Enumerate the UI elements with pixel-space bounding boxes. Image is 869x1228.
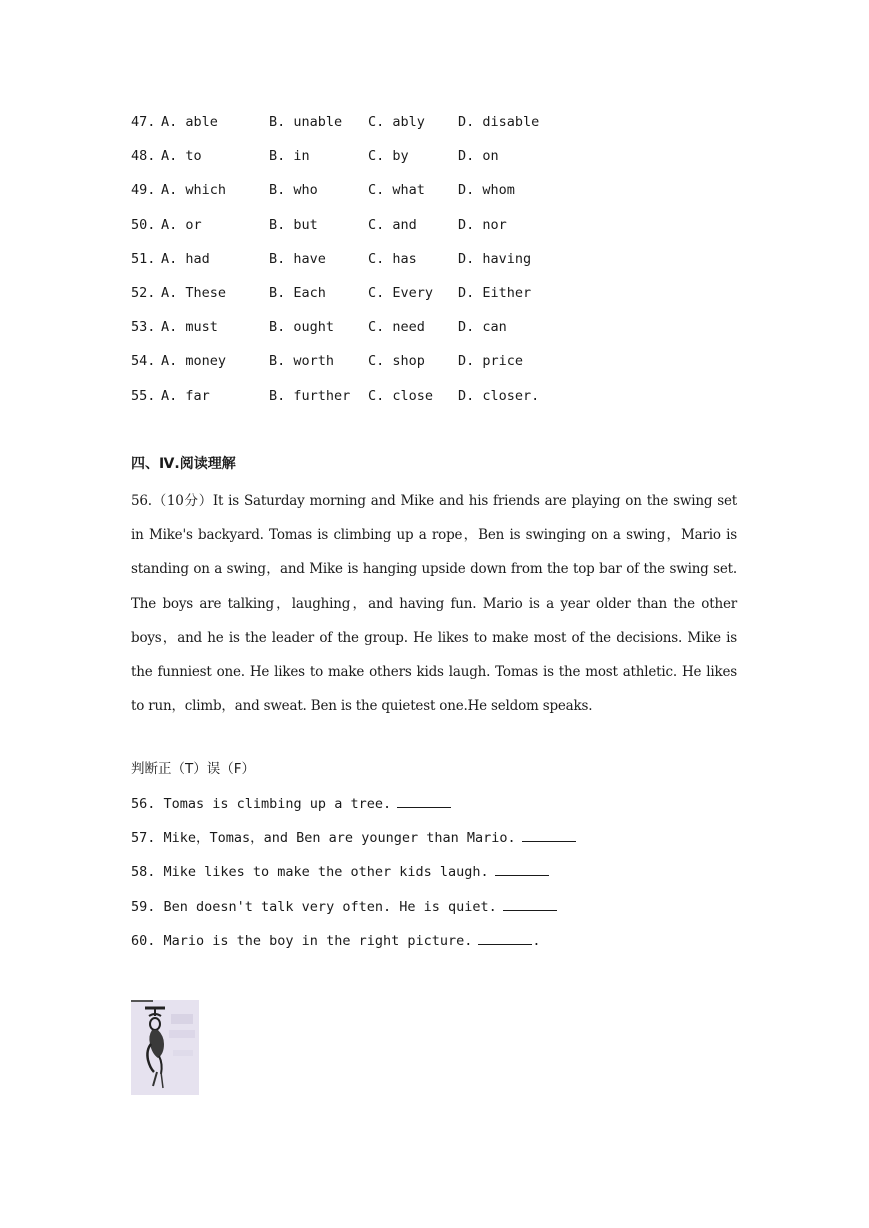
question-number: 55.	[131, 387, 156, 404]
question-text: 59. Ben doesn't talk very often. He is quiet.	[131, 898, 497, 915]
option-b: B. unable	[269, 114, 343, 130]
option-c: C. Every	[368, 284, 434, 301]
option-a: A. which	[161, 182, 227, 199]
answer-blank[interactable]	[397, 793, 451, 808]
option-c: C. by	[368, 148, 409, 165]
true-false-instruction: 判断正（T）误（F）	[131, 761, 256, 777]
question-row	[131, 790, 576, 824]
option-a: A. far	[161, 387, 210, 404]
question-number: 49.	[131, 182, 156, 199]
option-b: B. in	[269, 148, 310, 165]
option-c: C. close	[368, 387, 434, 404]
question-suffix: .	[532, 932, 541, 949]
option-d: D. having	[458, 250, 532, 267]
option-b: B. ought	[269, 319, 335, 336]
question-row	[131, 927, 576, 961]
question-text: 56. Tomas is climbing up a tree.	[131, 796, 392, 812]
question-row	[131, 893, 576, 927]
question-text: 58. Mike likes to make the other kids laugh.	[131, 864, 489, 881]
option-d: D. nor	[458, 216, 507, 233]
section-title: 四、Ⅳ.阅读理解	[131, 456, 236, 472]
question-number: 53.	[131, 319, 156, 336]
option-a: A. to	[161, 148, 202, 165]
option-c: C. has	[368, 250, 417, 267]
option-b: B. worth	[269, 353, 335, 370]
option-a: A. or	[161, 216, 202, 233]
question-number: 51.	[131, 250, 156, 267]
option-b: B. have	[269, 250, 326, 267]
option-c: C. need	[368, 319, 425, 336]
option-a: A. must	[161, 319, 218, 336]
option-d: D. Either	[458, 284, 532, 301]
question-number: 52.	[131, 284, 156, 301]
option-d: D. closer.	[458, 387, 540, 404]
option-d: D. disable	[458, 114, 540, 130]
option-d: D. on	[458, 148, 499, 165]
answer-blank[interactable]	[503, 896, 557, 911]
answer-blank[interactable]	[478, 930, 532, 945]
option-b: B. who	[269, 182, 318, 199]
question-row	[131, 824, 576, 858]
option-d: D. whom	[458, 182, 515, 199]
option-a: A. These	[161, 284, 227, 301]
boy-hanging-illustration	[131, 1000, 199, 1095]
answer-blank[interactable]	[495, 861, 549, 876]
option-a: A. money	[161, 353, 227, 370]
question-text: 60. Mario is the boy in the right picture.	[131, 932, 473, 949]
question-number: 47.	[131, 114, 156, 130]
option-b: B. further	[269, 387, 351, 404]
option-b: B. but	[269, 216, 318, 233]
option-d: D. can	[458, 319, 507, 336]
question-text: 57. Mike，Tomas，and Ben are younger than Mario.	[131, 830, 516, 847]
question-row	[131, 858, 576, 892]
option-c: C. ably	[368, 114, 425, 130]
question-number: 50.	[131, 216, 156, 233]
question-number: 48.	[131, 148, 156, 165]
answer-blank[interactable]	[522, 827, 576, 842]
option-d: D. price	[458, 353, 524, 370]
option-b: B. Each	[269, 284, 326, 301]
question-number: 54.	[131, 353, 156, 370]
boy-hanging-picture	[131, 1000, 199, 1095]
option-c: C. shop	[368, 353, 425, 370]
option-c: C. and	[368, 216, 417, 233]
option-a: A. able	[161, 114, 218, 130]
reading-passage: 56.（10分）It is Saturday morning and Mike and his friends are playing on the swing set in Mike's backyard. Tomas is climbing up a rope，Ben is swinging on a swing，Mario is standing on a swing，and Mike is hanging upside down from the top bar of the swing set. The boys are talking，laughing，and having fun. Mario is a year older than the other boys，and he is the leader of the group. He likes to make most of the decisions. Mike is the funniest one. He likes to make others kids laugh. Tomas is the most athletic. He likes to run，climb，and sweat. Ben is the quietest one.He seldom speaks.	[131, 493, 737, 715]
true-false-questions	[131, 790, 576, 961]
option-a: A. had	[161, 250, 210, 267]
option-c: C. what	[368, 182, 425, 199]
